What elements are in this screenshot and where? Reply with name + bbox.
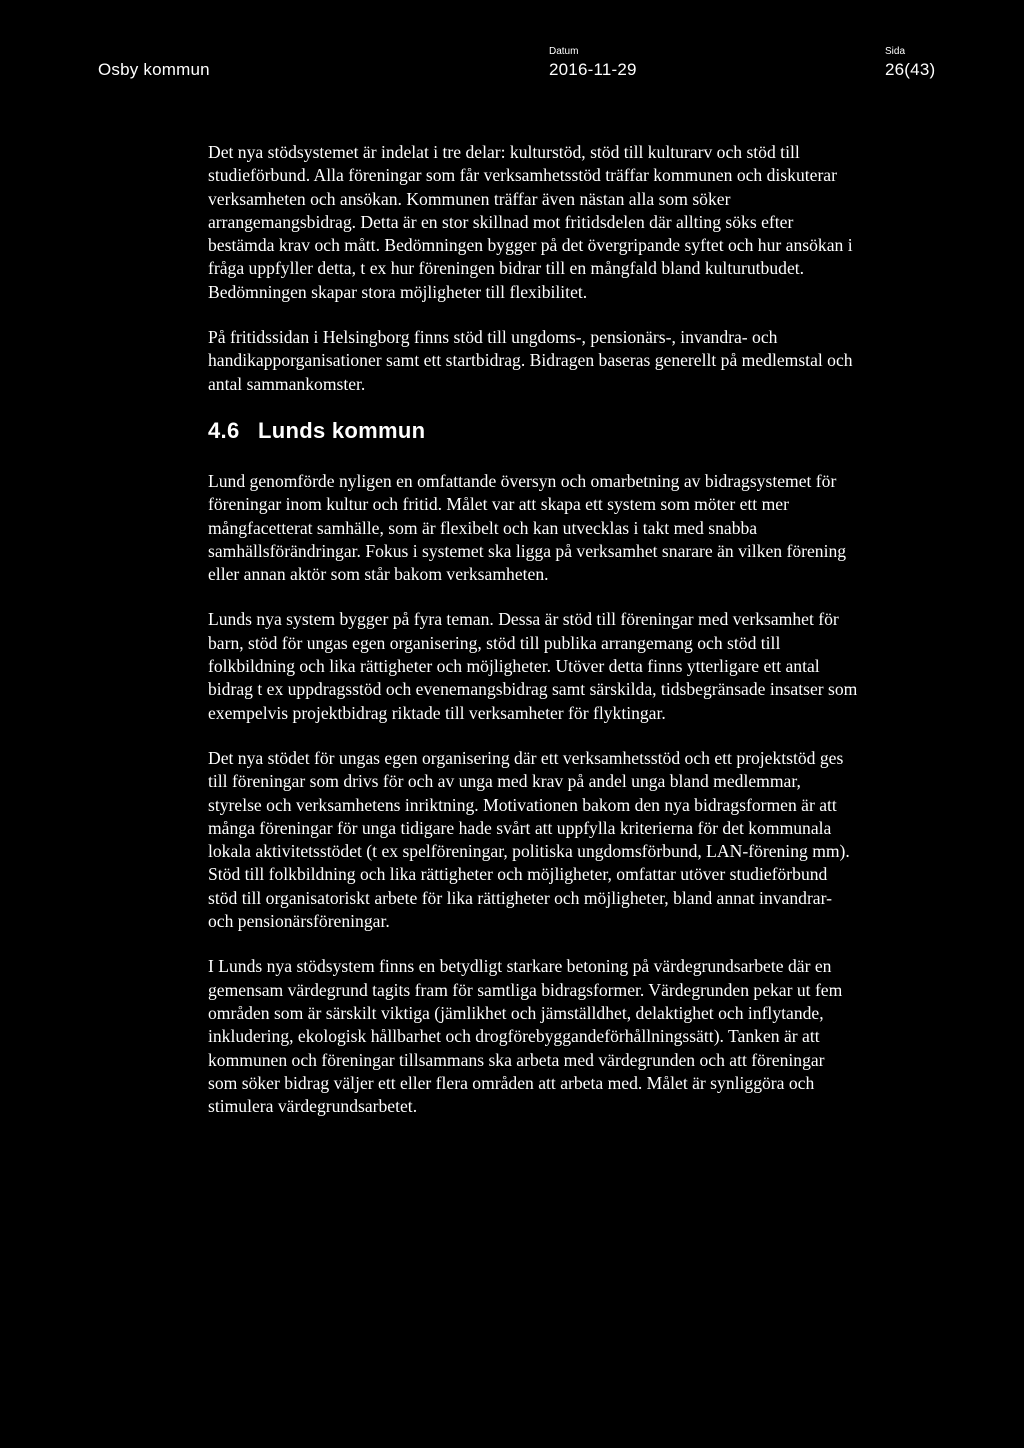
date-value: 2016-11-29 bbox=[549, 60, 637, 79]
section-number: 4.6 bbox=[208, 417, 240, 443]
paragraph: Det nya stödsystemet är indelat i tre delar: kulturstöd, stöd till kulturarv och stöd till studieförbund. Alla föreningar som får verksamhetsstöd träffar kommunen och diskuterar verksamheten och ansökan. Kommunen träffar även nästan alla som söker arrangemangsbidrag. Detta är en stor skillnad mot fritidsdelen där allting söks efter bestämda krav och mått. Bedömningen bygger på det övergripande syftet och hur ansökan i fråga uppfyller detta, t ex hur föreningen bidrar till en mångfald bland kulturutbudet. Bedömningen skapar stora möjligheter till flexibilitet. bbox=[208, 142, 853, 302]
paragraph: Lund genomförde nyligen en omfattande översyn och omarbetning av bidragsystemet för föreningar inom kultur och fritid. Målet var att skapa ett system som möter ett mer mångfacetterat samhälle, som är flexibelt och kan utvecklas i takt med snabba samhällsförändringar. Fokus i systemet ska ligga på verksamhet snarare än vilken förening eller annan aktör som står bakom verksamheten. bbox=[208, 470, 847, 585]
page-number: 26(43) bbox=[885, 60, 936, 79]
date-label: Datum bbox=[549, 46, 579, 57]
page-label: Sida bbox=[885, 46, 906, 57]
paragraph: På fritidssidan i Helsingborg finns stöd till ungdoms-, pensionärs-, invandra- och handikapporganisationer samt ett startbidrag. Bidragen baseras generellt på medlemstal och antal sammankomster. bbox=[208, 327, 853, 394]
paragraph: Det nya stödet för ungas egen organisering där ett verksamhetsstöd och ett projektstöd ges till föreningar som drivs för och av unga med krav på andel unga bland medlemmar, styrelse och verksamhetens inriktning. Motivationen bakom den nya bidragsformen är att många föreningar för unga tidigare hade svårt att uppfylla kriterierna för det kommunala lokala aktivitetsstödet (t ex spelföreningar, politiska ungdomsförbund, LAN-förening mm). Stöd till folkbildning och lika rättigheter och möjligheter, omfattar utöver studieförbund stöd till organisatoriskt arbete för lika rättigheter och möjligheter, bland annat invandrar- och pensionärsföreningar. bbox=[208, 747, 850, 932]
section-title: Lunds kommun bbox=[258, 417, 426, 443]
section-heading bbox=[208, 418, 858, 444]
page-header bbox=[0, 0, 1024, 110]
document-body bbox=[208, 141, 858, 1140]
paragraph: Lunds nya system bygger på fyra teman. Dessa är stöd till föreningar med verksamhet för barn, stöd för ungas egen organisering, stöd till publika arrangemang och stöd till folkbildning och lika rättigheter och möjligheter. Utöver detta finns ytterligare ett antal bidrag t ex uppdragsstöd och evenemangsbidrag samt särskilda, tidsbegränsade insatser som exempelvis projektbidrag riktade till verksamheter för flyktingar. bbox=[208, 609, 858, 723]
page-number-block bbox=[885, 46, 935, 82]
organization-name: Osby kommun bbox=[98, 60, 210, 79]
paragraph: I Lunds nya stödsystem finns en betydligt starkare betoning på värdegrundsarbete där en gemensam värdegrund tagits fram för samtliga bidragsformer. Värdegrunden pekar ut fem områden som är särskilt viktiga (jämlikhet och jämställdhet, delaktighet och inflytande, inkludering, ekologisk hållbarhet och drogförebyggandeförhållningssätt). Tanken är att kommunen och föreningar tillsammans ska arbeta med värdegrunden och att föreningar som söker bidrag väljer ett eller flera områden att arbeta med. Målet är synliggöra och stimulera värdegrundsarbetet. bbox=[208, 956, 843, 1117]
date-block bbox=[549, 46, 637, 82]
